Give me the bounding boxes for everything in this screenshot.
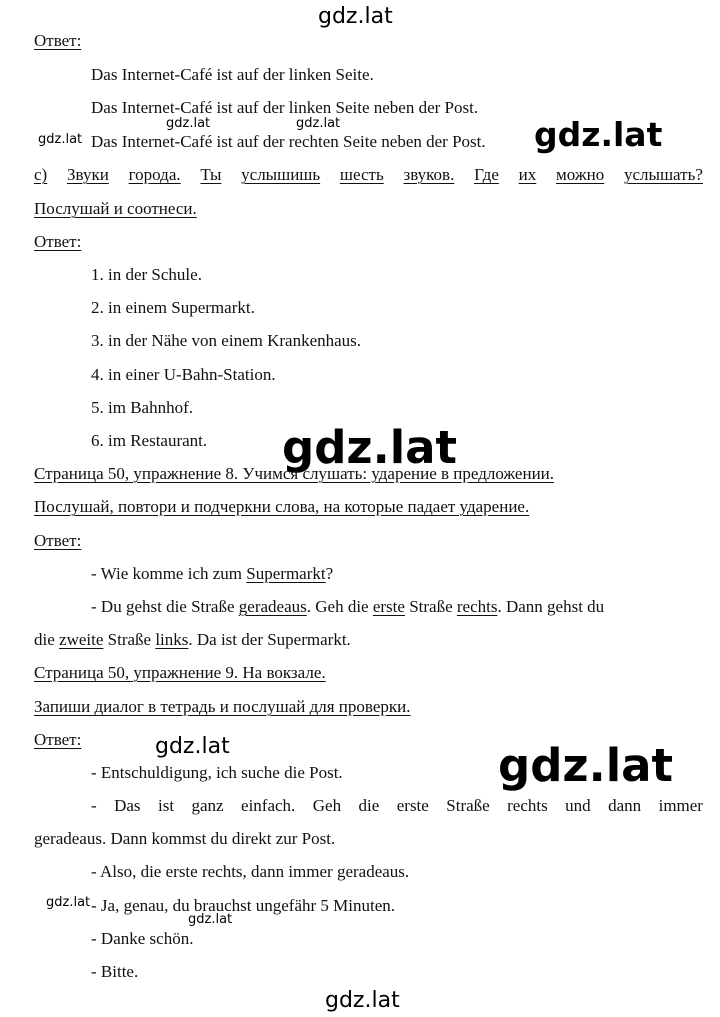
- list-item: 4. in einer U-Bahn-Station.: [91, 365, 276, 384]
- list-item: 6. im Restaurant.: [91, 431, 208, 450]
- watermark: gdz.lat: [188, 912, 233, 927]
- watermark: gdz.lat: [166, 116, 211, 131]
- task-heading: Послушай, повтори и подчеркни слова, на которые падает ударение.: [34, 497, 530, 516]
- watermark-huge: gdz.lat: [282, 421, 458, 474]
- stressed-word: geradeaus: [238, 597, 307, 616]
- answer-label: Ответ:: [34, 31, 82, 50]
- watermark-top: gdz.lat: [318, 4, 393, 29]
- dialog-line: - Bitte.: [91, 962, 139, 981]
- list-item: 3. in der Nähe von einem Krankenhaus.: [91, 331, 362, 350]
- watermark: gdz.lat: [296, 116, 341, 131]
- watermark: gdz.lat: [155, 734, 230, 759]
- dialog-line: - Ja, genau, du brauchst ungefähr 5 Minuten.: [91, 896, 396, 915]
- dialog-line: - Entschuldigung, ich suche die Post.: [91, 763, 343, 782]
- answer-label: Ответ:: [34, 232, 82, 251]
- stressed-word: links: [155, 630, 189, 649]
- dialog-line: geradeaus. Dann kommst du direkt zur Post.: [34, 829, 336, 848]
- dialog-line: - Also, die erste rechts, dann immer geradeaus.: [91, 862, 410, 881]
- list-item: 5. im Bahnhof.: [91, 398, 193, 417]
- task-heading: Послушай и соотнеси.: [34, 199, 197, 218]
- list-item: 2. in einem Supermarkt.: [91, 298, 255, 317]
- list-item: 1. in der Schule.: [91, 265, 202, 284]
- stressed-word: zweite: [59, 630, 104, 649]
- dialog-line: die zweite Straße links. Da ist der Supermarkt.: [34, 630, 351, 649]
- dialog-line: - Danke schön.: [91, 929, 194, 948]
- dialog-line: - Wie komme ich zum Supermarkt?: [91, 564, 334, 583]
- watermark-huge: gdz.lat: [498, 739, 674, 792]
- exercise-title: Страница 50, упражнение 9. На вокзале.: [34, 663, 326, 682]
- task-heading: Запиши диалог в тетрадь и послушай для проверки.: [34, 697, 411, 716]
- dialog-line: - Du gehst die Straße geradeaus. Geh die erste Straße rechts. Dann gehst du: [91, 597, 605, 616]
- dialog-line: - Das ist ganz einfach. Geh die erste Straße rechts und dann immer: [91, 796, 703, 815]
- answer-label: Ответ:: [34, 531, 82, 550]
- watermark: gdz.lat: [38, 132, 83, 147]
- stressed-word: erste: [372, 597, 405, 616]
- watermark: gdz.lat: [46, 895, 91, 910]
- watermark-large: gdz.lat: [534, 115, 663, 154]
- watermark-bottom: gdz.lat: [325, 988, 400, 1013]
- stressed-word: rechts: [456, 597, 498, 616]
- answer-line: Das Internet-Café ist auf der rechten Seite neben der Post.: [91, 132, 486, 151]
- task-heading: c) Звуки города. Ты услышишь шесть звуков. Где их можно услышать?: [34, 165, 703, 184]
- stressed-word: Supermarkt: [246, 564, 326, 583]
- answer-label: Ответ:: [34, 730, 82, 749]
- answer-line: Das Internet-Café ist auf der linken Seite neben der Post.: [91, 98, 479, 117]
- exercise-title: Страница 50, упражнение 8. Учимся слушать: ударение в предложении.: [34, 464, 555, 483]
- answer-line: Das Internet-Café ist auf der linken Seite.: [91, 65, 374, 84]
